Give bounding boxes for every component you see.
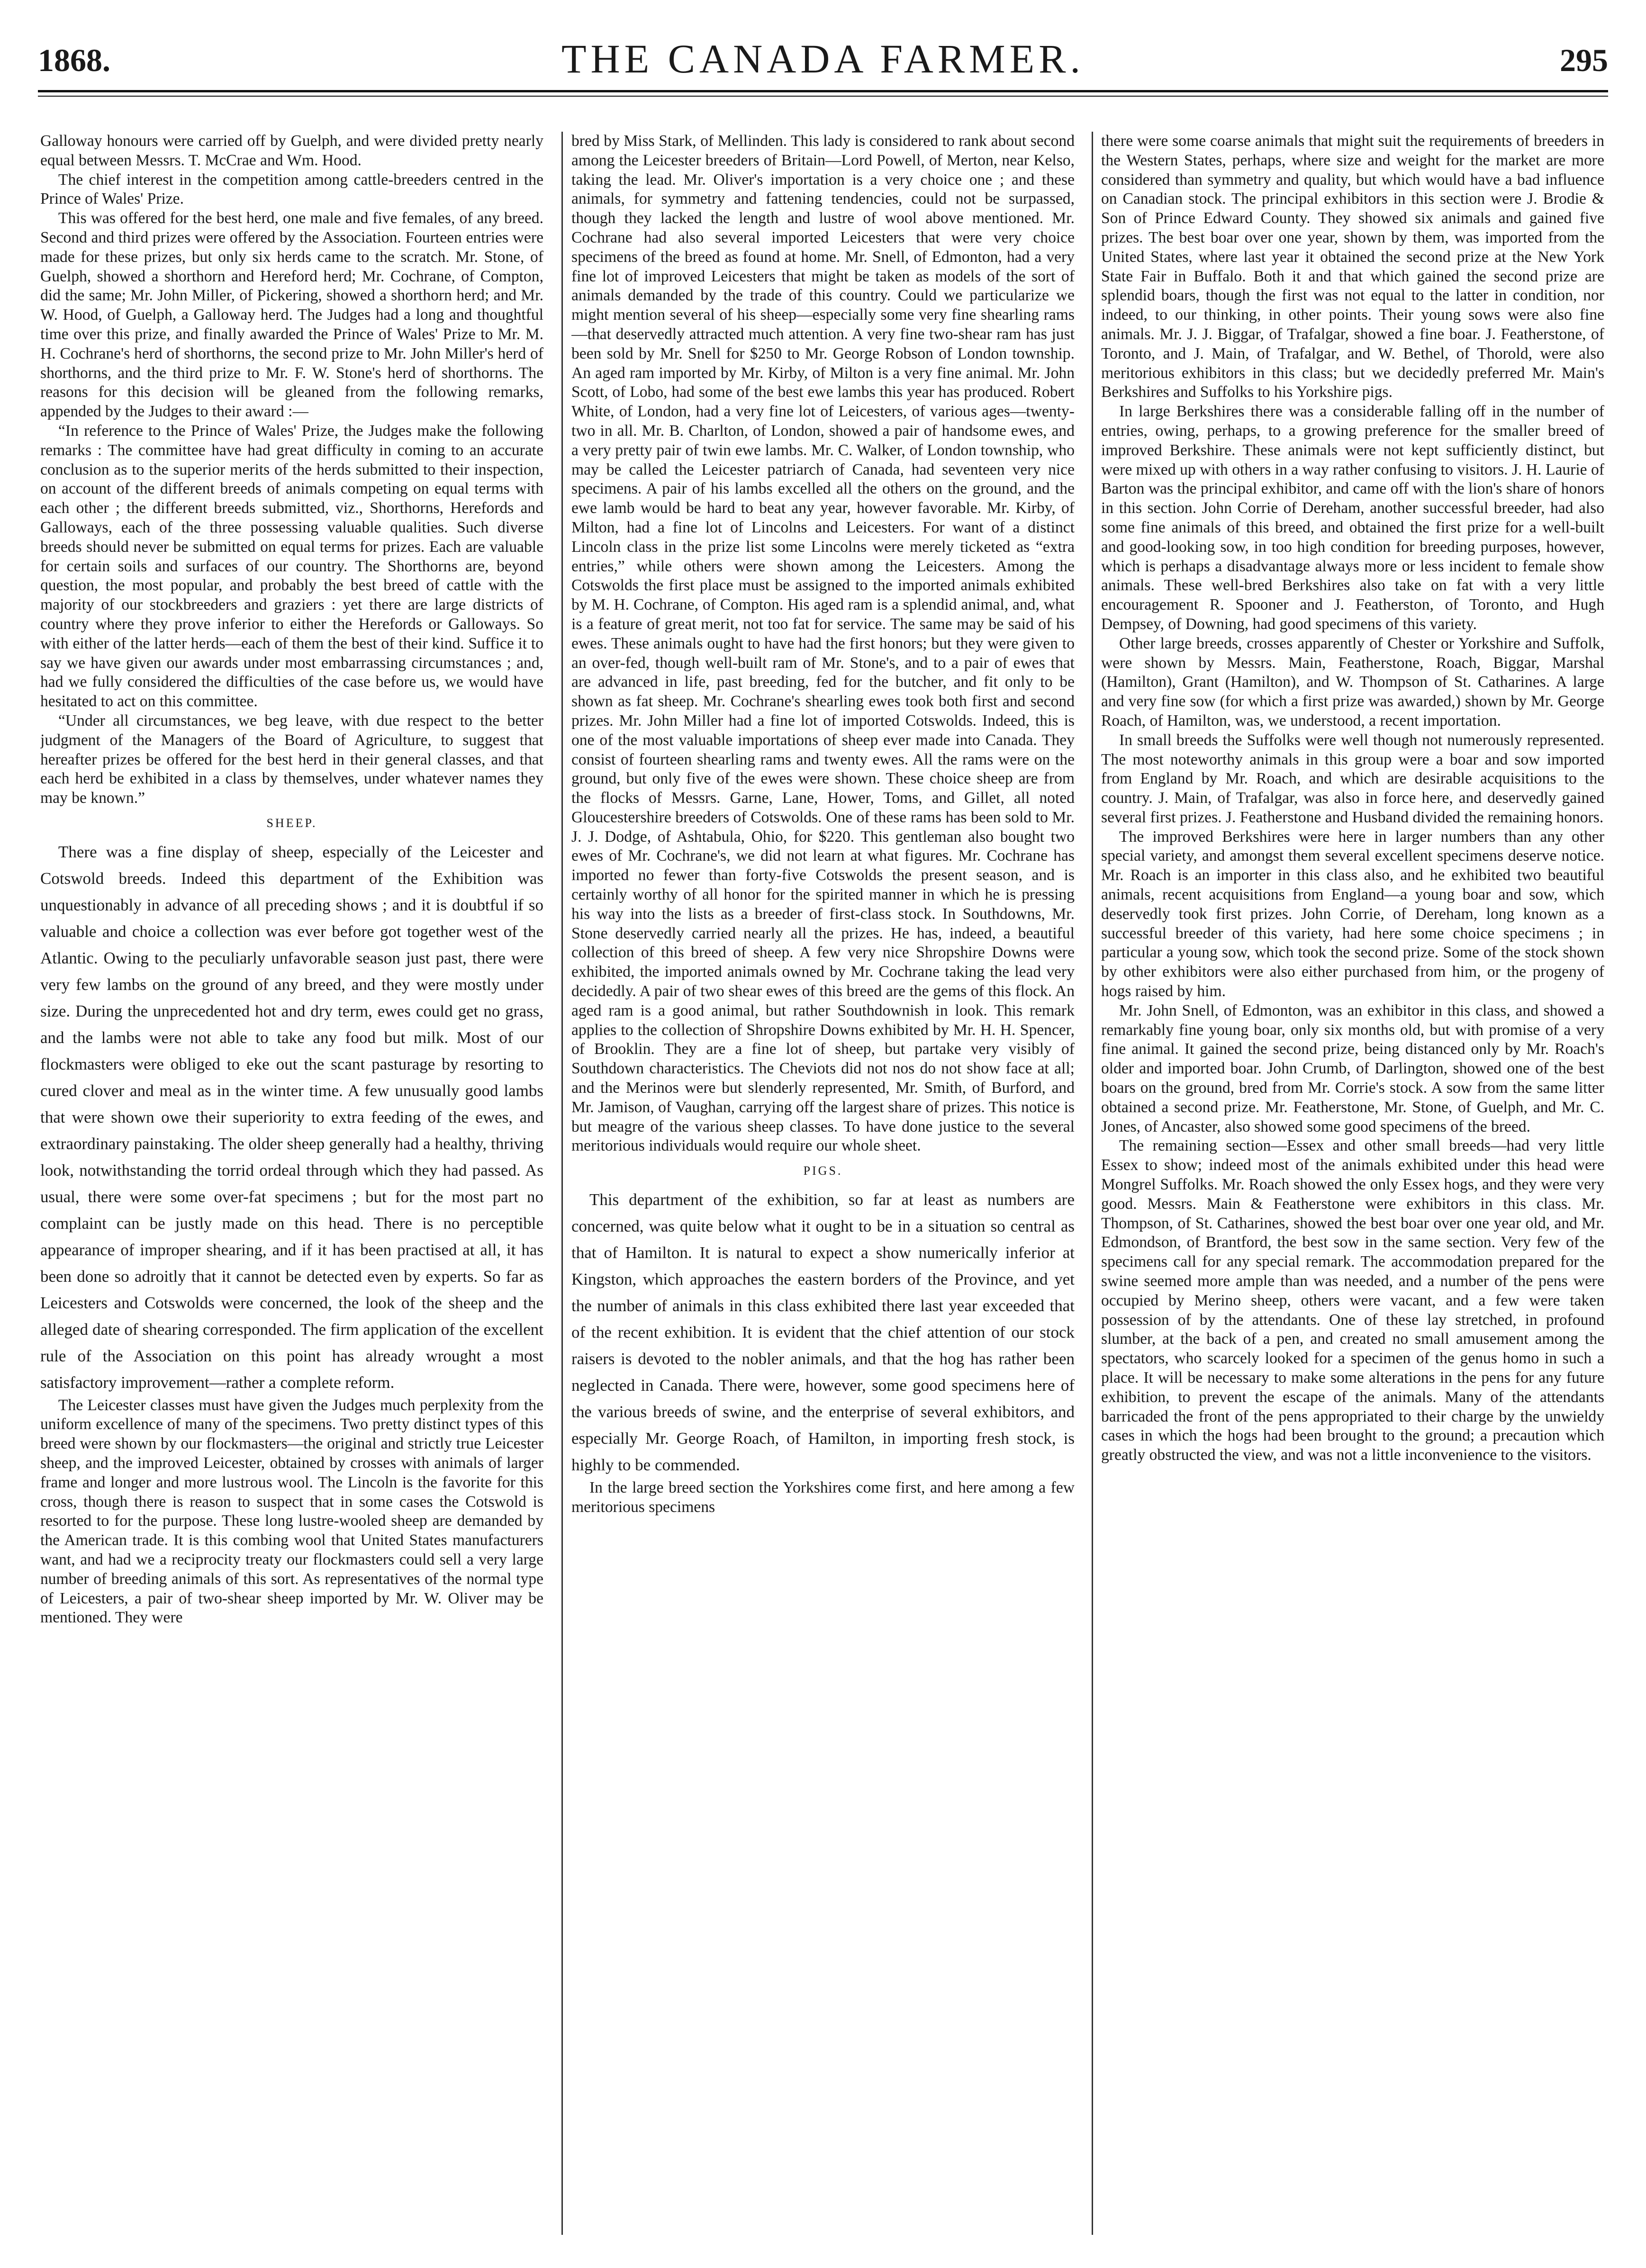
paragraph: In the large breed section the Yorkshires come first, and here among a few meritorious specimens xyxy=(571,1479,1075,1516)
paragraph: In small breeds the Suffolks were well though not numerously represented. The most noteworthy animals in this group were a boar and sow imported from England by Mr. Roach, and which are desirable acquisitions to the country. J. Main, of Trafalgar, was also in force here, and deservedly gained several first prizes. J. Featherstone and Husband divided the remaining honors. xyxy=(1101,731,1604,826)
page-header xyxy=(38,28,1608,85)
header-rule-top xyxy=(38,90,1608,92)
column-2 xyxy=(571,132,1075,2235)
paragraph: Mr. John Snell, of Edmonton, was an exhibitor in this class, and showed a remarkably fine young boar, only six months old, but with promise of a very fine animal. It gained the second prize, being distanced only by Mr. Roach's older and imported boar. John Crumb, of Darlington, showed one of the best boars on the ground, bred from Mr. Corrie's stock. A sow from the same litter obtained a second prize. Mr. Featherstone, Mr. Stone, of Guelph, and Mr. C. Jones, of Ancaster, also showed some good specimens of the breed. xyxy=(1101,1001,1604,1135)
paragraph: Other large breeds, crosses apparently of Chester or Yorkshire and Suffolk, were shown by Messrs. Main, Featherstone, Roach, Biggar, Marshal (Hamilton), Grant (Hamilton), and W. Thompson of St. Catharines. A large and very fine sow (for which a first prize was awarded,) shown by Mr. George Roach, of Hamilton, was, we understood, a recent importation. xyxy=(1101,634,1604,729)
header-year: 1868. xyxy=(38,42,110,78)
paragraph: This was offered for the best herd, one male and five females, of any breed. Second and third prizes were offered by the Association. Fourteen entries were made for these prizes, but only six herds came to the scratch. Mr. Stone, of Guelph, showed a shorthorn and Hereford herd; Mr. Cochrane, of Compton, did the same; Mr. John Miller, of Pickering, showed a shorthorn herd; and Mr. W. Hood, of Guelph, a Galloway herd. The Judges had a long and thoughtful time over this prize, and finally awarded the Prince of Wales' Prize to Mr. M. H. Cochrane's herd of shorthorns, the second prize to Mr. John Miller's herd of shorthorns, and the third prize to Mr. F. W. Stone's herd of shorthorns. The reasons for this decision will be gleaned from the following remarks, appended by the Judges to their award :— xyxy=(40,209,543,421)
column-3 xyxy=(1101,132,1604,2235)
column-divider xyxy=(1092,132,1093,2235)
page-number: 295 xyxy=(1560,42,1608,78)
paragraph: Galloway honours were carried off by Guelph, and were divided pretty nearly equal between Messrs. T. McCrae and Wm. Hood. xyxy=(40,132,543,169)
paragraph: There was a fine display of sheep, especially of the Leicester and Cotswold breeds. Indeed this department of the Exhibition was unquestionably in advance of all preceding shows ; and it is doubtful if so valuable and choice a collection was ever before got together west of the Atlantic. Owing to the peculiarly unfavorable season just past, there were very few lambs on the ground of any breed, and they were mostly under size. During the unprecedented hot and dry term, ewes could get no grass, and the lambs were not able to take any food but milk. Most of our flockmasters were obliged to eke out the scant pasturage by resorting to cured clover and meal as in the winter time. A few unusually good lambs that were shown owe their superiority to extra feeding of the ewes, and extraordinary painstaking. The older sheep generally had a healthy, thriving look, notwithstanding the torrid ordeal through which they had passed. As usual, there were some over-fat specimens ; but for the most part no complaint can be justly made on this head. There is no perceptible appearance of improper shearing, and if it has been practised at all, it has been done so adroitly that it cannot be detected even by experts. So far as Leicesters and Cotswolds were concerned, the look of the sheep and the alleged date of shearing corresponded. The firm application of the excellent rule of the Association on this point has already wrought a most satisfactory improvement—rather a complete reform. xyxy=(40,842,543,1392)
quote-paragraph: “In reference to the Prince of Wales' Prize, the Judges make the following remarks : The committee have had great difficulty in coming to an accurate conclusion as to the superior merits of the herds submitted to their inspection, on account of the different breeds of animals competing on equal terms with each other ; the different breeds submitted, viz., Shorthorns, Herefords and Galloways, each of the three possessing valuable qualities. Such diverse breeds should never be submitted on equal terms for prizes. Each are valuable for certain soils and surfaces of our country. The Shorthorns are, beyond question, the most popular, and probably the best breed of cattle with the majority of our stockbreeders and graziers : yet there are large districts of country where they prove inferior to either the Herefords or Galloways. So with either of the latter herds—each of them the best of their kind. Suffice it to say we have given our awards under most embarrassing circumstances ; and, had we fully considered the difficulties of the case before us, we would have hesitated to act on this committee. xyxy=(40,422,543,711)
paragraph: there were some coarse animals that might suit the requirements of breeders in the Western States, perhaps, where size and weight for the market are more considered than symmetry and quality, but which would have a bad influence on Canadian stock. The principal exhibitors in this section were J. Brodie & Son of Prince Edward County. They showed six animals and gained five prizes. The best boar over one year, shown by them, was imported from the United States, where last year it obtained the second prize at the New York State Fair in Buffalo. Both it and that which gained the second prize are splendid boars, though the first was not equal to the latter in condition, nor indeed, to our thinking, in other points. Their young sows were also fine animals. Mr. J. J. Biggar, of Trafalgar, showed a fine boar. J. Featherstone, of Toronto, and J. Main, of Trafalgar, and W. Bethel, of Thorold, were also meritorious exhibitors in this class; but we decidedly preferred Mr. Main's Berkshires and Suffolks to his Yorkshire pigs. xyxy=(1101,132,1604,401)
column-divider xyxy=(561,132,563,2235)
paragraph: The remaining section—Essex and other small breeds—had very little Essex to show; indeed most of the animals exhibited under this head were Mongrel Suffolks. Mr. Roach showed the only Essex hogs, and they were very good. Messrs. Main & Featherstone were exhibitors in this class. Mr. Thompson, of St. Catharines, showed the best boar over one year old, and Mr. Edmondson, of Brantford, the best sow in the same section. Very few of the specimens call for any special remark. The accommodation prepared for the swine seemed more ample than was needed, and a number of the pens were occupied by Merino sheep, others were vacant, and a few were taken possession of by the attendants. One of these lay stretched, in profound slumber, at the back of a pen, and created no small amusement among the spectators, who scarcely looked for a specimen of the genus homo in such a place. It will be necessary to make some alterations in the pens for any future exhibition, to prevent the escape of the animals. Many of the attendants barricaded the front of the pens appropriated to their charge by the unwieldy cases in which the hogs had been brought to the ground; a precaution which greatly obstructed the view, and was not a little inconvenience to the visitors. xyxy=(1101,1137,1604,1464)
paragraph: The Leicester classes must have given the Judges much perplexity from the uniform excellence of many of the specimens. Two pretty distinct types of this breed were shown by our flockmasters—the original and strictly true Leicester sheep, and the improved Leicester, obtained by crosses with animals of larger frame and longer and more lustrous wool. The Lincoln is the favorite for this cross, though there is reason to suspect that in some cases the Cotswold is resorted to for the purpose. These long lustre-wooled sheep are demanded by the American trade. It is this combing wool that United States manufacturers want, and had we a reciprocity treaty our flockmasters could sell a very large number of breeding animals of this sort. As representatives of the normal type of Leicesters, a pair of two-shear sheep imported by Mr. W. Oliver may be mentioned. They were xyxy=(40,1396,543,1627)
paragraph: The chief interest in the competition among cattle-breeders centred in the Prince of Wales' Prize. xyxy=(40,171,543,208)
paragraph: In large Berkshires there was a considerable falling off in the number of entries, owing, perhaps, to a growing preference for the smaller breed of improved Berkshire. These animals were not kept sufficiently distinct, but were mixed up with others in a way rather confusing to visitors. J. H. Laurie of Barton was the principal exhibitor, and came off with the lion's share of honors in this section. John Corrie of Dereham, another successful breeder, had also some fine animals of this breed, and obtained the first prize for a well-built and good-looking sow, in too high condition for breeding purposes, however, which is perhaps a disadvantage always more or less incident to female show animals. These well-bred Berkshires also take on fat with a very little encouragement R. Spooner and J. Featherston, of Toronto, and Hugh Dempsey, of Downing, had good specimens of this variety. xyxy=(1101,403,1604,633)
masthead-title: THE CANADA FARMER. xyxy=(561,36,1085,81)
header-rule-bottom xyxy=(38,96,1608,97)
paragraph: bred by Miss Stark, of Mellinden. This lady is considered to rank about second among the Leicester breeders of Britain—Lord Powell, of Merton, near Kelso, taking the lead. Mr. Oliver's importation is a very choice one ; and these animals, for symmetry and fattening tendencies, could not be surpassed, though they lacked the length and lustre of wool above mentioned. Mr. Cochrane had also several imported Leicesters that were very choice specimens of the breed as found at home. Mr. Snell, of Edmonton, had a very fine lot of improved Leicesters that might be taken as models of the sort of animals demanded by the trade of this country. Could we particularize we might mention several of his sheep—especially some very fine shearling rams—that deservedly attracted much attention. A very fine two-shear ram has just been sold by Mr. Snell for $250 to Mr. George Robson of London township. An aged ram imported by Mr. Kirby, of Milton is a very fine animal. Mr. John Scott, of Lobo, had some of the best ewe lambs this year has produced. Robert White, of London, had a very fine lot of Leicesters, of various ages—twenty-two in all. Mr. B. Charlton, of London, showed a pair of handsome ewes, and a very pretty pair of twin ewe lambs. Mr. C. Walker, of London township, who may be called the Leicester patriarch of Canada, had seventeen very nice specimens. A pair of his lambs excelled all the others on the ground, and the ewe lamb would be hard to beat any year, however favorable. Mr. Kirby, of Milton, had a fine lot of Lincolns and Leicesters. For want of a distinct Lincoln class in the prize list some Lincolns were merely ticketed as “extra entries,” while others were shown among the Leicesters. Among the Cotswolds the first place must be assigned to the imported animals exhibited by M. H. Cochrane, of Compton. His aged ram is a splendid animal, and, what is a feature of great merit, not too fat for service. The same may be said of his ewes. These animals ought to have had the first honors; but they were given to an over-fed, though well-built ram of Mr. Stone's, and to a pair of ewes that are advanced in life, past breeding, fed for the butcher, and fit only to be shown as fat sheep. Mr. Cochrane's shearling ewes took both first and second prizes. Mr. John Miller had a fine lot of imported Cotswolds. Indeed, this is one of the most valuable importations of sheep ever made into Canada. They consist of fourteen shearling rams and twenty ewes. All the rams were on the ground, but only five of the ewes were shown. These choice sheep are from the flocks of Messrs. Garne, Lane, Hower, Toms, and Gillet, all noted Gloucestershire breeders of Cotswolds. One of these rams has been sold to Mr. J. J. Dodge, of Ashtabula, Ohio, for $220. This gentleman also bought two ewes of Mr. Cochrane's, we did not learn at what figures. Mr. Cochrane has imported no fewer than forty-five Cotswolds the present season, and is certainly worthy of all honor for the spirited manner in which he is pressing his way into the lists as a breeder of first-class stock. In Southdowns, Mr. Stone deservedly carried nearly all the prizes. He has, indeed, a beautiful collection of this breed of sheep. A few very nice Shropshire Downs were exhibited, the imported animals owned by Mr. Cochrane taking the lead very decidedly. A pair of two shear ewes of this breed are the gems of this flock. An aged ram is a good animal, but rather Southdownish in look. This remark applies to the collection of Shropshire Downs exhibited by Mr. H. H. Spencer, of Brooklin. They are a fine lot of sheep, but partake very visibly of Southdown characteristics. The Cheviots did not nos do not show face at all; and the Merinos were but slenderly represented, Mr. Smith, of Burford, and Mr. Jamison, of Vaughan, carrying off the largest share of prizes. This notice is but meagre of the various sheep classes. To have done justice to the several meritorious individuals would require our whole sheet. xyxy=(571,132,1075,1155)
section-heading-sheep: SHEEP. xyxy=(266,816,317,830)
section-heading-pigs: PIGS. xyxy=(803,1164,843,1178)
quote-paragraph: “Under all circumstances, we beg leave, with due respect to the better judgment of the Managers of the Board of Agriculture, to suggest that hereafter prizes be offered for the best herd in their general classes, and that each herd be exhibited in a class by themselves, under whatever names they may be known.” xyxy=(40,711,543,807)
paragraph: The improved Berkshires were here in larger numbers than any other special variety, and amongst them several excellent specimens deserve notice. Mr. Roach is an importer in this class also, and he exhibited two beautiful animals, recent acquisitions from England—a young boar and sow, which deservedly took first prizes. John Corrie, of Dereham, long known as a successful breeder of this variety, had here some choice specimens ; in particular a young sow, which took the second prize. Some of the stock shown by other exhibitors were also either purchased from him, or the progeny of hogs raised by him. xyxy=(1101,828,1604,1000)
column-1 xyxy=(40,132,543,2235)
paragraph: This department of the exhibition, so far at least as numbers are concerned, was quite below what it ought to be in a situation so central as that of Hamilton. It is natural to expect a show numerically inferior at Kingston, which approaches the eastern borders of the Province, and yet the number of animals in this class exhibited there last year exceeded that of the recent exhibition. It is evident that the chief attention of our stock raisers is devoted to the nobler animals, and that the hog has rather been neglected in Canada. There were, however, some good specimens here of the various breeds of swine, and the enterprise of several exhibitors, and especially Mr. George Roach, of Hamilton, in importing fresh stock, is highly to be commended. xyxy=(571,1190,1075,1475)
